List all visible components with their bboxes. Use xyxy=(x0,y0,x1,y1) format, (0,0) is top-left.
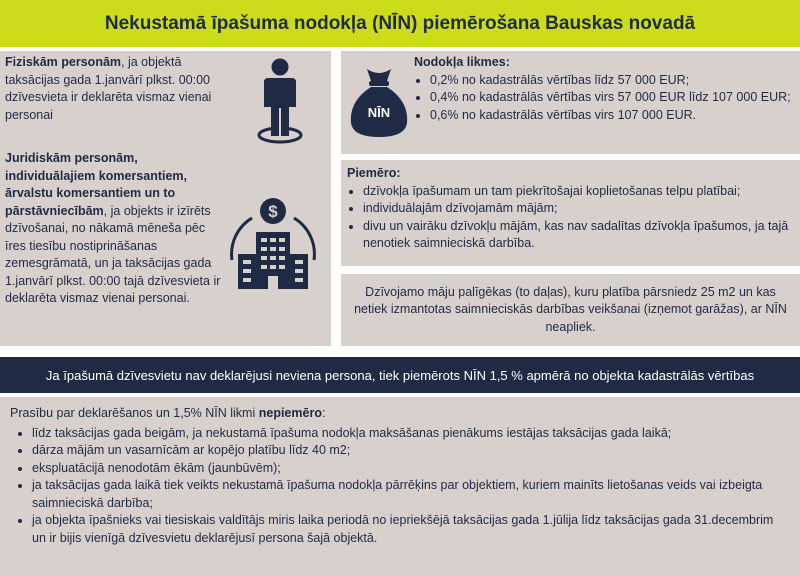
money-bag-icon xyxy=(347,65,411,139)
legal-entities-label: Juridiskām personām, individuālajiem komersantiem, ārvalstu komersantiem un to pārstāvniecībām xyxy=(5,151,188,218)
list-item: • līdz taksācijas gada beigām, ja nekustamā īpašuma nodokļa maksāšanas pienākums iestājas taksācijas gada laikā; xyxy=(32,425,790,443)
list-item: • ekspluatācijā nenodotām ēkām (jaunbūvēm); xyxy=(32,460,790,478)
exceptions-panel xyxy=(0,397,800,575)
list-item: • dzīvokļa īpašumam un tam piekrītošajai koplietošanas telpu platībai; xyxy=(363,183,795,201)
legal-entities-text xyxy=(5,150,227,308)
auxiliary-buildings-note xyxy=(341,274,800,346)
note-text: Dzīvojamo māju palīgēkas (to daļas), kuru platība pārsniedz 25 m2 un kas netiek izmantotas saimnieciskās darbības veikšanai (izņemot garāžas), ar NĪN neapliek. xyxy=(354,284,787,334)
applies-title: Piemēro: xyxy=(347,166,401,180)
rate-banner xyxy=(0,357,800,393)
list-item: • 0,6% no kadastrālās vērtības virs 107 000 EUR. xyxy=(430,107,794,125)
legal-entities-description: , ja objekts ir izīrēts dzīvošanai, no nākamā mēneša pēc īres tiesību nostiprināšanas zemesgrāmatā, un ja taksācijas gada 1.janvārī plkst. 00:00 tajā dzīvesvieta ir deklarēta vismaz vienai personai. xyxy=(5,203,221,305)
individuals-text xyxy=(5,54,233,124)
list-item: • 0,4% no kadastrālās vērtības virs 57 000 EUR līdz 107 000 EUR; xyxy=(430,89,794,107)
person-icon xyxy=(255,58,305,144)
applies-panel xyxy=(341,160,800,266)
tax-rates-title: Nodokļa likmes: xyxy=(414,55,510,69)
exceptions-intro-end: : xyxy=(321,406,326,420)
tax-rates-list xyxy=(414,72,794,125)
exceptions-intro-text: Prasību par deklarēšanos un 1,5% NĪN likmi xyxy=(10,406,259,420)
applies-list xyxy=(347,183,795,253)
list-item: • ja taksācijas gada laikā tiek veikts nekustamā īpašuma nodokļa pārrēķins par objektiem, kuriem mainīts lietošanas veids vai izbeigta saimnieciskā darbība; xyxy=(32,477,790,512)
individuals-label: Fiziskām personām xyxy=(5,55,122,69)
list-item: • divu un vairāku dzīvokļu mājām, kas nav sadalītas dzīvokļa īpašumos, ja tajā nenotiek saimnieciskā darbība. xyxy=(363,218,795,253)
page-header xyxy=(0,0,800,47)
money-bag-label: NĪN xyxy=(367,105,391,120)
exceptions-list xyxy=(10,425,790,548)
svg-text:$: $ xyxy=(268,202,278,221)
list-item: • 0,2% no kadastrālās vērtības līdz 57 000 EUR; xyxy=(430,72,794,90)
list-item: • ja objekta īpašnieks vai tiesiskais valdītājs miris laika periodā no iepriekšējā taksācijas gada 1.jūlija līdz taksācijas gada 31.decembrim un ir bijis vienīgā dzīvesvietu deklarējusī persona šajā objektā. xyxy=(32,512,790,547)
banner-text: Ja īpašumā dzīvesvietu nav deklarējusi neviena persona, tiek piemērots NĪN 1,5 % apmērā no objekta kadastrālās vērtības xyxy=(45,367,755,383)
building-coin-icon xyxy=(222,196,324,290)
individuals-description: , ja objektā taksācijas gada 1.janvārī plkst. 00:00 dzīvesvieta ir deklarēta vismaz vienai personai xyxy=(5,55,212,122)
tax-rates-panel xyxy=(341,51,800,154)
exceptions-intro xyxy=(10,405,790,423)
exceptions-intro-bold: nepiemēro xyxy=(258,406,322,420)
list-item: • individuālajām dzīvojamām mājām; xyxy=(363,200,795,218)
list-item: • dārza mājām un vasarnīcām ar kopējo platību līdz 40 m2; xyxy=(32,442,790,460)
page-title: Nekustamā īpašuma nodokļa (NĪN) piemērošana Bauskas novadā xyxy=(104,12,696,34)
